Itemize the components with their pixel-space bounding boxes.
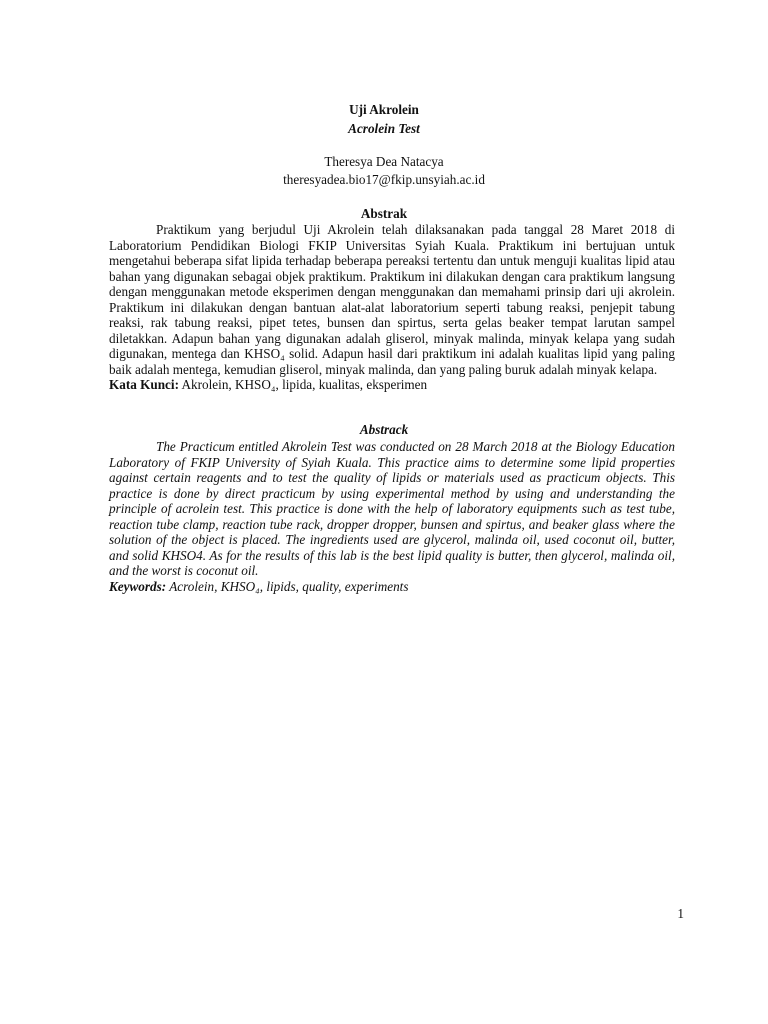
paper-title-english: Acrolein Test bbox=[348, 121, 420, 136]
abstrak-section bbox=[109, 222, 675, 393]
keywords bbox=[109, 579, 675, 595]
abstract-heading: Abstrack bbox=[359, 422, 409, 437]
keywords-label: Keywords: bbox=[109, 578, 167, 594]
kata-kunci-label: Kata Kunci: bbox=[109, 377, 179, 392]
author-name: Theresya Dea Natacya bbox=[324, 154, 444, 169]
page-number: 1 bbox=[677, 906, 684, 921]
abstrak-heading: Abstrak bbox=[360, 206, 408, 221]
kata-kunci bbox=[109, 377, 675, 393]
keywords-values: Acrolein, KHSO₄, lipids, quality, experiments bbox=[166, 578, 409, 594]
kata-kunci-values: Akrolein, KHSO₄, lipida, kualitas, eksperimen bbox=[178, 377, 428, 392]
author-email: theresyadea.bio17@fkip.unsyiah.ac.id bbox=[283, 172, 485, 187]
abstrak-body: Praktikum yang berjudul Uji Akrolein telah dilaksanakan pada tanggal 28 Maret 2018 di Laboratorium Pendidikan Biologi FKIP Universitas Syiah Kuala. Praktikum ini bertujuan untuk mengetahui beberapa sifat lipida terhadap beberapa pereaksi tertentu dan untuk menguji kualitas lipid atau bahan yang digunakan sebagai objek praktikum. Praktikum ini dilakukan dengan cara praktikum langsung dengan menggunakan metode eksperimen dengan menggunakan dan memahami prinsip dari uji akrolein. Praktikum ini dilakukan dengan bantuan alat-alat laboratorium seperti tabung reaksi, penjepit tabung reaksi, rak tabung reaksi, pipet tetes, bunsen dan spirtus, serta gelas beaker tempat larutan sampel diletakkan. Adapun bahan yang digunakan adalah gliserol, minyak malinda, minyak kelapa yang sudah digunakan, mentega dan KHSO₄ solid. Adapun hasil dari praktikum ini adalah kualitas lipid yang paling baik adalah mentega, kemudian gliserol, minyak malinda, dan yang paling buruk adalah minyak kelapa. bbox=[109, 222, 675, 377]
paper-title: Uji Akrolein bbox=[349, 102, 419, 117]
abstract-body: The Practicum entitled Akrolein Test was conducted on 28 March 2018 at the Biology Education Laboratory of FKIP University of Syiah Kuala. This practice aims to determine some lipid properties against certain reagents and to test the quality of lipids or materials used as practicum objects. This practice is done by direct practicum by using experimental method by using and understanding the principle of acrolein test. This practice is done with the help of laboratory equipments such as test tube, reaction tube clamp, reaction tube rack, dropper dropper, bunsen and spirtus, and beaker glass where the solution of the object is placed. The ingredients used are glycerol, malinda oil, used coconut oil, butter, and solid KHSO4. As for the results of this lab is the best lipid quality is butter, then glycerol, malinda oil, and the worst is coconut oil. bbox=[109, 439, 675, 578]
abstract-section bbox=[109, 439, 675, 594]
